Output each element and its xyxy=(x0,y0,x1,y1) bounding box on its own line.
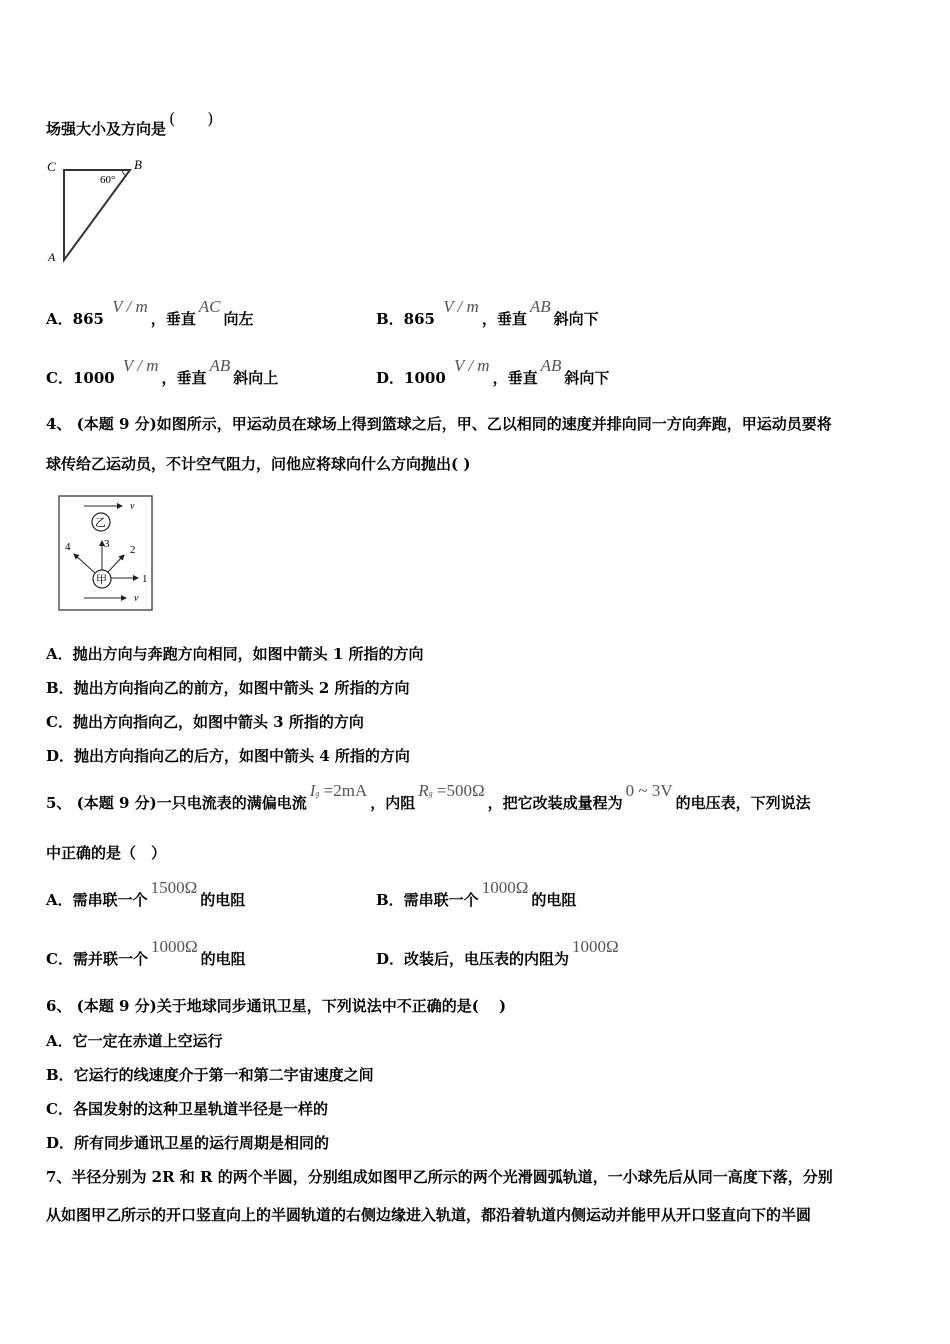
q3-stem-tail xyxy=(46,109,214,139)
velocity-label-bottom: v xyxy=(134,593,139,604)
q5-text: ，内阻 xyxy=(370,794,416,812)
velocity-label-top: v xyxy=(130,501,135,512)
q3-option-d xyxy=(376,356,610,388)
q4-option-d: D．抛出方向指向乙的后方，如图中箭头 4 所指的方向 xyxy=(46,747,410,765)
option-text: 的电阻 xyxy=(531,891,577,909)
resistance-math: 1000Ω xyxy=(572,937,619,956)
ig-subscript: g xyxy=(315,789,320,798)
resistance-math: 1000Ω xyxy=(150,937,198,956)
resistance-math: 1500Ω xyxy=(150,878,198,897)
arrow-3-label: 3 xyxy=(104,538,110,550)
option-text: ，垂直 xyxy=(492,369,538,387)
q4-stem-line2: 球传给乙运动员，不计空气阻力，问他应将球向什么方向抛出( ) xyxy=(46,455,471,473)
rg-math xyxy=(418,781,484,800)
q6-option-d: D．所有同步通讯卫星的运行周期是相同的 xyxy=(46,1134,330,1152)
vertex-label-a: A xyxy=(48,250,56,264)
players-figure xyxy=(58,495,154,613)
q5-option-d xyxy=(376,937,622,969)
range-math: 0 ~ 3V xyxy=(625,781,673,800)
q5-option-c xyxy=(46,937,246,969)
arrow-4 xyxy=(74,554,95,573)
q5-option-a xyxy=(46,878,246,910)
q4-option-b: B．抛出方向指向乙的前方，如图中箭头 2 所指的方向 xyxy=(46,679,410,697)
q3-option-b xyxy=(376,297,599,329)
line-math: AB xyxy=(209,356,231,375)
q7-stem-line1: 7、半径分别为 2R 和 R 的两个半圆，分别组成如图甲乙所示的两个光滑圆弧轨道，一小球先后从同一高度下落，分别 xyxy=(46,1168,833,1186)
option-label: B．865 xyxy=(376,310,435,328)
q4-option-c: C．抛出方向指向乙，如图中箭头 3 所指的方向 xyxy=(46,713,364,731)
player-jia-label: 甲 xyxy=(96,574,107,586)
q6-option-a: A．它一定在赤道上空运行 xyxy=(46,1032,223,1050)
unit-math: V / m xyxy=(443,297,479,316)
option-text: 斜向上 xyxy=(233,369,279,387)
vertex-label-b: B xyxy=(134,157,142,172)
rg-subscript: g xyxy=(428,789,433,798)
q5-option-b xyxy=(376,878,577,910)
unit-math: V / m xyxy=(112,297,148,316)
arrow-1-label: 1 xyxy=(142,573,148,585)
option-text: ，垂直 xyxy=(161,369,207,387)
option-text: A．需串联一个 xyxy=(46,891,148,909)
angle-label: 60° xyxy=(100,174,116,186)
option-text: 斜向下 xyxy=(553,310,599,328)
option-label: D．1000 xyxy=(376,369,446,387)
q5-stem-line2: 中正确的是（ ） xyxy=(46,844,167,862)
option-text: 的电阻 xyxy=(200,891,246,909)
option-text: ，垂直 xyxy=(481,310,527,328)
q3-option-a xyxy=(46,297,254,329)
q6-stem: 6、 (本题 9 分)关于地球同步通讯卫星，下列说法中不正确的是( ) xyxy=(46,997,507,1015)
option-text: 向左 xyxy=(223,310,254,328)
option-label: C．1000 xyxy=(46,369,115,387)
line-math: AB xyxy=(529,297,551,316)
q5-text: 5、 (本题 9 分)一只电流表的满偏电流 xyxy=(46,794,307,812)
option-text: 斜向下 xyxy=(564,369,610,387)
unit-math: V / m xyxy=(122,356,159,375)
rg-value: =500Ω xyxy=(436,781,485,800)
q3-option-c xyxy=(46,356,279,388)
arrow-2 xyxy=(108,555,124,572)
q6-option-c: C．各国发射的这种卫星轨道半径是一样的 xyxy=(46,1100,328,1118)
player-yi-label: 乙 xyxy=(95,517,106,529)
option-label: A．865 xyxy=(46,310,104,328)
line-math: AC xyxy=(198,297,221,316)
arrow-2-label: 2 xyxy=(130,544,136,556)
q3-stem-text: 场强大小及方向是 xyxy=(46,120,167,138)
q5-text: ，把它改装成量程为 xyxy=(487,794,623,812)
option-text: 的电阻 xyxy=(200,950,246,968)
option-text: ，垂直 xyxy=(150,310,196,328)
rg-symbol: R xyxy=(418,781,429,800)
arrow-4-label: 4 xyxy=(65,541,71,553)
option-text: C．需并联一个 xyxy=(46,950,148,968)
q4-option-a: A．抛出方向与奔跑方向相同，如图中箭头 1 所指的方向 xyxy=(46,645,424,663)
ig-symbol: I xyxy=(309,781,316,800)
ig-math xyxy=(310,781,368,800)
option-text: B．需串联一个 xyxy=(376,891,479,909)
unit-math: V / m xyxy=(454,356,490,375)
option-text: D．改装后，电压表的内阻为 xyxy=(376,950,570,968)
triangle-shape xyxy=(64,170,130,260)
q3-answer-paren: ( ) xyxy=(169,109,214,128)
q4-stem-line1: 4、 (本题 9 分)如图所示，甲运动员在球场上得到篮球之后，甲、乙以相同的速度并排向同一方向奔跑，甲运动员要将 xyxy=(46,415,832,433)
triangle-figure xyxy=(44,155,154,265)
q5-stem-line1 xyxy=(46,781,811,813)
q5-text: 的电压表，下列说法 xyxy=(675,794,811,812)
q6-option-b: B．它运行的线速度介于第一和第二宇宙速度之间 xyxy=(46,1066,374,1084)
line-math: AB xyxy=(540,356,562,375)
ig-value: =2mA xyxy=(323,781,368,800)
q7-stem-line2: 从如图甲乙所示的开口竖直向上的半圆轨道的右侧边缘进入轨道，都沿着轨道内侧运动并能甲从开口竖直向下的半圆 xyxy=(46,1206,812,1224)
vertex-label-c: C xyxy=(47,159,56,174)
resistance-math: 1000Ω xyxy=(481,878,529,897)
